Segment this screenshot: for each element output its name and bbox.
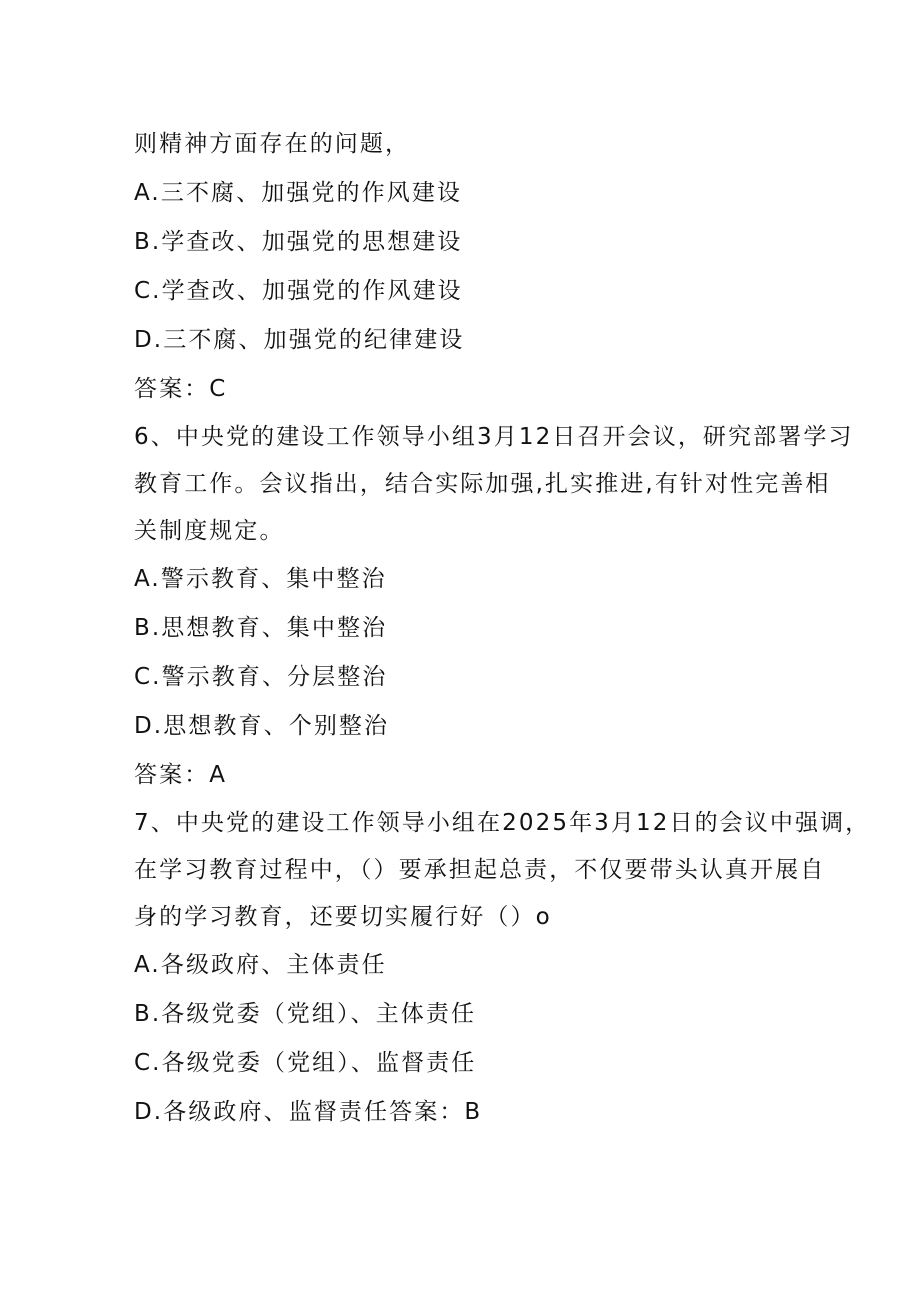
q5-option-a: A.三不腐、加强党的作风建设 <box>134 180 463 206</box>
q6-text-line-3: 关制度规定。 <box>134 518 285 544</box>
q7-option-d: D.各级政府、监督责任答案：B <box>134 1099 483 1125</box>
document-content <box>134 120 871 1137</box>
q6-option-a: A.警示教育、集中整治 <box>134 566 387 592</box>
q6-option-b: B.思想教育、集中整治 <box>134 615 388 641</box>
q5-answer: 答案：C <box>134 376 228 402</box>
q6-text-line-1: 6、中央党的建设工作领导小组3月12日召开会议，研究部署学习 <box>134 424 854 450</box>
q5-option-c: C.学查改、加强党的作风建设 <box>134 278 463 304</box>
q6-option-c: C.警示教育、分层整治 <box>134 664 388 690</box>
q5-option-b: B.学查改、加强党的思想建设 <box>134 229 463 255</box>
q7-text-line-1: 7、中央党的建设工作领导小组在2025年3月12日的会议中强调， <box>134 810 871 836</box>
q7-option-a: A.各级政府、主体责任 <box>134 952 387 978</box>
intro-line: 则精神方面存在的问题， <box>134 131 411 157</box>
q7-option-b: B.各级党委（党组）、主体责任 <box>134 1001 477 1027</box>
q7-text-line-3: 身的学习教育，还要切实履行好（）o <box>134 904 552 930</box>
q6-option-d: D.思想教育、个别整治 <box>134 713 390 739</box>
q6-text-line-2: 教育工作。会议指出，结合实际加强,扎实推进,有针对性完善相 <box>134 471 831 497</box>
q5-option-d: D.三不腐、加强党的纪律建设 <box>134 327 465 353</box>
q7-option-c: C.各级党委（党组）、监督责任 <box>134 1050 477 1076</box>
q6-answer: 答案：A <box>134 762 228 788</box>
q7-text-line-2: 在学习教育过程中，（）要承担起总责，不仅要带头认真开展自 <box>134 857 826 883</box>
